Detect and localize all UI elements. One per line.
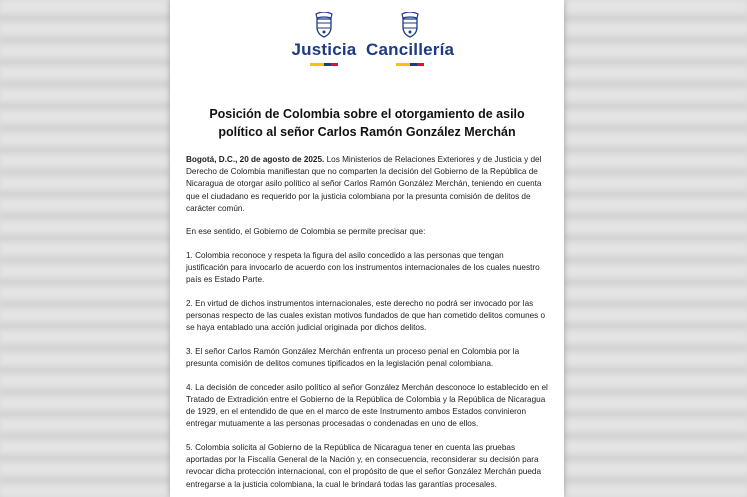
flag-stripe: [396, 63, 424, 66]
header-logos: [170, 12, 564, 78]
document-body: [186, 154, 548, 497]
point-4: 4. La decisión de conceder asilo político al señor González Merchán desconoce lo establecido en el Tratado de Extradición entre el Gobierno de la República de Colombia y la República de Nicaragua de 1929, en el entendido de que en el marco de este Instrumento ambos Estados convinieron entregar mutuamente a las personas procesadas o condenadas en uno de ellos.: [186, 382, 548, 429]
cancilleria-logo: [366, 12, 454, 66]
cancilleria-logo-text: Cancillería: [366, 40, 455, 59]
justicia-logo: [288, 12, 360, 66]
intro-text: Los Ministerios de Relaciones Exteriores y de Justicia y del Derecho de Colombia manifiestan que no comparten la decisión del Gobierno de la República de Nicaragua de otorgar asilo político al señor Carlos Ramón González Merchán, teniendo en cuenta que el ciudadano es requerido por la justicia colombiana por la presunta comisión de delitos de carácter común.: [186, 155, 542, 213]
intro-paragraph: [186, 154, 548, 215]
document-page: [170, 0, 564, 497]
flag-stripe: [310, 63, 338, 66]
point-5: 5. Colombia solicita al Gobierno de la República de Nicaragua tener en cuenta las pruebas aportadas por la Fiscalía General de la Nación y, en consecuencia, reconsiderar su decisión para revocar dicha protección internacional, con el propósito de que el señor González Merchán pueda entregarse a la justicia colombiana, la cual le brindará todas las garantías procesales.: [186, 443, 542, 489]
blurred-background-right: [564, 0, 747, 497]
lead-paragraph: En ese sentido, el Gobierno de Colombia se permite precisar que:: [186, 227, 426, 237]
justicia-logo-text: Justicia: [291, 40, 357, 59]
blurred-background-left: [0, 0, 170, 497]
point-2: 2. En virtud de dichos instrumentos internacionales, este derecho no podrá ser invocado por las personas respecto de las cuales existan motivos fundados de que han cometido delitos comunes o se haya entablado una acción judicial originada por dichos delitos.: [186, 299, 546, 333]
point-3: 3. El señor Carlos Ramón González Merchán enfrenta un proceso penal en Colombia por la presunta comisión de delitos comunes tipificados en la legislación penal colombiana.: [186, 347, 520, 369]
coat-of-arms-icon: [312, 12, 336, 38]
coat-of-arms-icon: [398, 12, 422, 38]
point-1: 1. Colombia reconoce y respeta la figura del asilo concedido a las personas que tengan justificación para invocarlo de acuerdo con los instrumentos internacionales de los cuales nuestro país es Estado Parte.: [186, 251, 540, 285]
document-title: Posición de Colombia sobre el otorgamiento de asilo político al señor Carlos Ramón González Merchán: [209, 107, 525, 139]
dateline: Bogotá, D.C., 20 de agosto de 2025.: [186, 155, 325, 164]
